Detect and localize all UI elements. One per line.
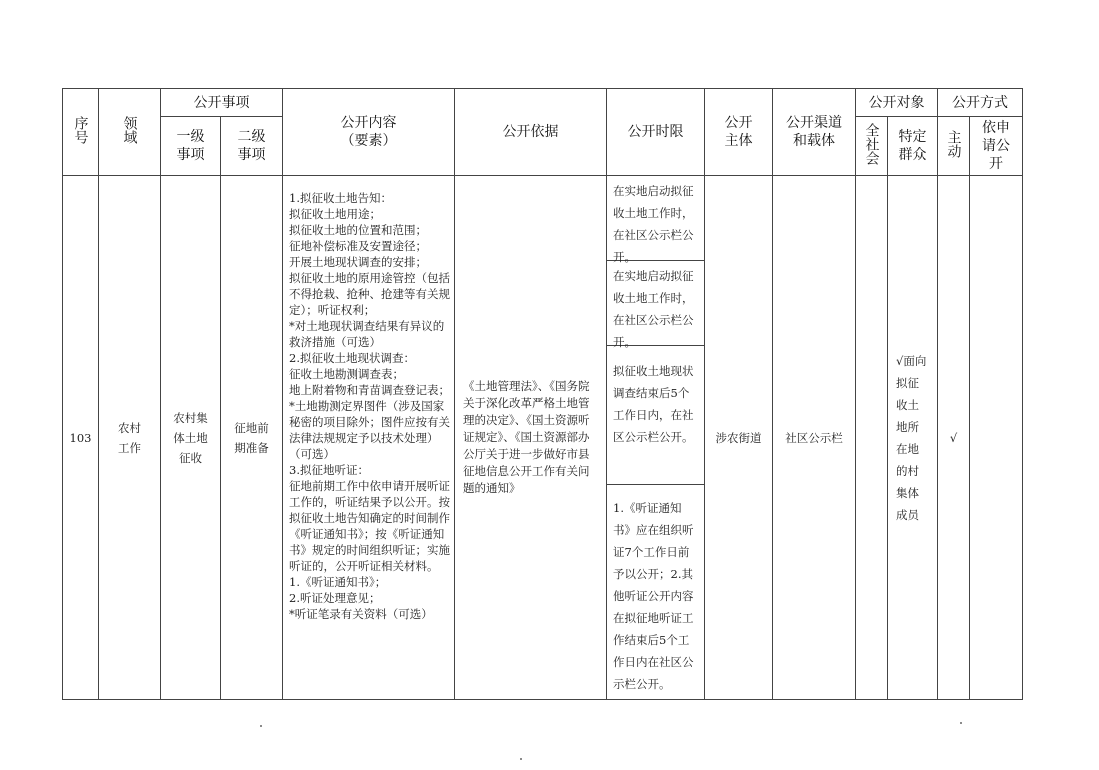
row-specific-group: √面向拟征收土地所在地的村集体成员 — [888, 176, 938, 700]
row-active: √ — [938, 176, 970, 700]
row-basis: 《土地管理法》、《国务院关于深化改革严格土地管理的决定》、《国土资源听证规定》、《国土资源部办公厅关于进一步做好市县征地信息公开工作有关问题的通知》 — [455, 176, 607, 700]
row-subject: 涉农街道 — [705, 176, 773, 700]
header-object: 公开对象 — [856, 89, 938, 117]
time-limit-item: 在实地启动拟征收土地工作时，在社区公示栏公开。 — [607, 261, 704, 346]
header-all-society: 全社会 — [856, 117, 888, 176]
content-line: 2.听证处理意见； — [289, 591, 381, 605]
header-channel: 公开渠道和载体 — [773, 89, 856, 176]
time-limit-item: 在实地启动拟征收土地工作时，在社区公示栏公开。 — [607, 176, 704, 261]
scan-speck — [960, 722, 962, 724]
header-basis: 公开依据 — [455, 89, 607, 176]
scan-speck — [260, 725, 262, 727]
header-active: 主动 — [938, 117, 970, 176]
header-content: 公开内容（要素） — [283, 89, 455, 176]
header-seq: 序号 — [63, 89, 99, 176]
content-line: 2.拟征收土地现状调查： — [289, 351, 415, 365]
content-line: *听证笔录有关资料（可选） — [289, 607, 433, 621]
content-line: 3.拟征地听证： — [289, 463, 369, 477]
content-line: 1.《听证通知书》； — [289, 575, 387, 589]
header-method: 公开方式 — [938, 89, 1023, 117]
header-time-limit: 公开时限 — [607, 89, 705, 176]
row-domain: 农村工作 — [99, 176, 161, 700]
row-time-limits — [607, 176, 705, 700]
header-level2: 二级事项 — [221, 117, 283, 176]
content-line: 拟征收土地的位置和范围； — [289, 223, 427, 237]
header-public-items: 公开事项 — [161, 89, 283, 117]
row-on-request — [970, 176, 1023, 700]
scan-speck — [520, 758, 522, 760]
header-domain: 领域 — [99, 89, 161, 176]
header-subject: 公开主体 — [705, 89, 773, 176]
content-line: 拟征收土地用途； — [289, 207, 381, 221]
row-channel: 社区公示栏 — [773, 176, 856, 700]
content-line: 征收土地勘测调查表； — [289, 367, 404, 381]
header-specific-group: 特定群众 — [888, 117, 938, 176]
content-line: 开展土地现状调查的安排； — [289, 255, 427, 269]
row-level2: 征地前期准备 — [221, 176, 283, 700]
content-line: *对土地现状调查结果有异议的救济措施（可选） — [289, 319, 445, 349]
content-line: 征地补偿标准及安置途径； — [289, 239, 427, 253]
row-all-society — [856, 176, 888, 700]
header-on-request: 依申请公开 — [970, 117, 1023, 176]
content-line: 拟征收土地的原用途管控（包括不得抢栽、抢种、抢建等有关规定）；听证权利； — [289, 271, 450, 317]
header-level1: 一级事项 — [161, 117, 221, 176]
content-line: 1.拟征收土地告知： — [289, 191, 392, 205]
content-line: 征地前期工作中依申请开展听证工作的，听证结果予以公开。按拟征收土地告知确定的时间制作《听证通知书》；按《听证通知书》规定的时间组织听证；实施听证的，公开听证相关材料。 — [289, 479, 450, 573]
content-line: *土地勘测定界图件（涉及国家秘密的项目除外；图件应按有关法律法规规定予以技术处理）（可选） — [289, 399, 450, 461]
time-limit-item: 1.《听证通知书》应在组织听证7个工作日前予以公开；2.其他听证公开内容在拟征地听证工作结束后5个工作日内在社区公示栏公开。 — [613, 501, 694, 691]
content-line: 地上附着物和青苗调查登记表； — [289, 383, 450, 397]
time-limit-item: 拟征收土地现状调查结束后5个工作日内，在社区公示栏公开。 — [607, 346, 704, 485]
row-content — [283, 176, 455, 700]
row-seq: 103 — [63, 176, 99, 700]
row-level1: 农村集体土地征收 — [161, 176, 221, 700]
disclosure-table — [62, 88, 1023, 700]
